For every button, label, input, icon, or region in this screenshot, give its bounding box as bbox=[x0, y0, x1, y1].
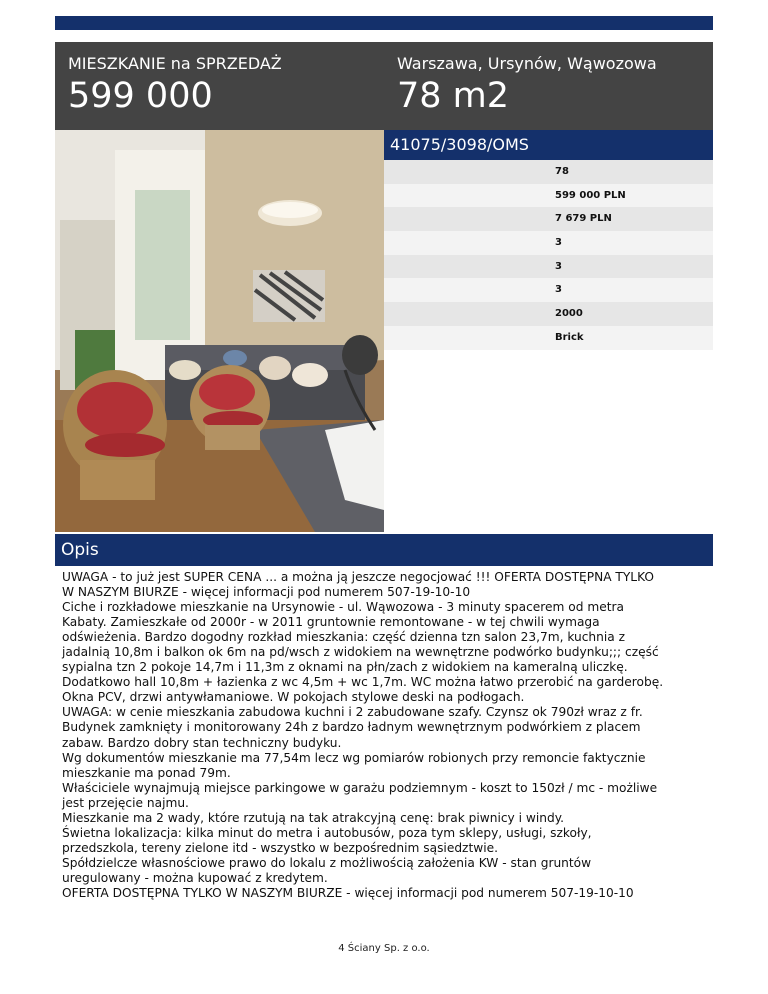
description-line: UWAGA: w cenie mieszkania zabudowa kuchni i 2 zabudowane szafy. Czynsz ok 790zł wraz z fr. bbox=[62, 705, 643, 720]
spec-row: 599 000 PLN bbox=[384, 184, 713, 208]
listing-area: 78 m2 bbox=[397, 76, 510, 116]
listing-type: MIESZKANIE na SPRZEDAŻ bbox=[68, 54, 282, 73]
description-line: Mieszkanie ma 2 wady, które rzutują na tak atrakcyjną cenę: brak piwnicy i windy. bbox=[62, 810, 565, 825]
footer-company: 4 Ściany Sp. z o.o. bbox=[338, 943, 430, 954]
description-line: odświeżenia. Bardzo dogodny rozkład mieszkania: część dzienna tzn salon 23,7m, kuchnia z bbox=[62, 630, 626, 645]
reference-number: 41075/3098/OMS bbox=[384, 130, 713, 160]
header-left bbox=[68, 54, 282, 116]
description-line: jadalnią 10,8m i balkon ok 6m na pd/wsch z widokiem na wewnętrzne podwórko budynku;;; część bbox=[62, 645, 659, 660]
description-line: jest przejęcie najmu. bbox=[62, 795, 189, 810]
spec-row: 3 bbox=[384, 231, 713, 255]
description-line: Wg dokumentów mieszkanie ma 77,54m lecz wg pomiarów robionych przy remoncie faktycznie bbox=[62, 750, 646, 765]
spec-row: 78 bbox=[384, 160, 713, 184]
description-line: Ciche i rozkładowe mieszkanie na Ursynowie - ul. Wąwozowa - 3 minuty spacerem od metra bbox=[62, 600, 624, 615]
description-line: Budynek zamknięty i monitorowany 24h z bardzo ładnym wewnętrznym podwórkiem z placem bbox=[62, 720, 641, 735]
description-heading: Opis bbox=[55, 534, 713, 566]
description-line: uregulowany - można kupować z kredytem. bbox=[62, 870, 328, 885]
description-body bbox=[62, 570, 712, 901]
property-photo bbox=[55, 130, 384, 532]
description-line: Właściciele wynajmują miejsce parkingowe w garażu podziemnym - koszt to 150zł / mc - możliwe bbox=[62, 780, 658, 795]
spec-row: 7 679 PLN bbox=[384, 207, 713, 231]
header-right bbox=[397, 54, 657, 116]
description-line: Spółdzielcze własnościowe prawo do lokalu z możliwością założenia KW - stan gruntów bbox=[62, 855, 592, 870]
description-line: W NASZYM BIURZE - więcej informacji pod numerem 507-19-10-10 bbox=[62, 585, 471, 600]
spec-row: 3 bbox=[384, 255, 713, 279]
description-line: sypialna tzn 2 pokoje 14,7m i 11,3m z oknami na płn/zach z widokiem na kameralną uliczkę. bbox=[62, 660, 628, 675]
description-line: mieszkanie ma ponad 79m. bbox=[62, 765, 231, 780]
listing-price: 599 000 bbox=[68, 76, 213, 116]
description-line: zabaw. Bardzo dobry stan techniczny budyku. bbox=[62, 735, 342, 750]
top-accent-bar bbox=[55, 16, 713, 30]
description-line: Świetna lokalizacja: kilka minut do metra i autobusów, poza tym sklepy, usługi, szkoły, bbox=[62, 825, 592, 840]
spec-table bbox=[384, 160, 713, 350]
description-line: UWAGA - to już jest SUPER CENA ... a można ją jeszcze negocjować !!! OFERTA DOSTĘPNA TYLKO bbox=[62, 570, 655, 584]
listing-header bbox=[55, 42, 713, 130]
spec-row: 2000 bbox=[384, 302, 713, 326]
listing-location: Warszawa, Ursynów, Wąwozowa bbox=[397, 54, 657, 73]
description-line: Kabaty. Zamieszkałe od 2000r - w 2011 gruntownie remontowane - w tej chwili wymaga bbox=[62, 615, 600, 630]
description-line: OFERTA DOSTĘPNA TYLKO W NASZYM BIURZE - więcej informacji pod numerem 507-19-10-10 bbox=[62, 885, 634, 900]
spec-row: 3 bbox=[384, 278, 713, 302]
description-line: Okna PCV, drzwi antywłamaniowe. W pokojach stylowe deski na podłogach. bbox=[62, 690, 525, 705]
description-line: Dodatkowo hall 10,8m + łazienka z wc 4,5m + wc 1,7m. WC można łatwo przerobić na garderobę. bbox=[62, 675, 664, 690]
description-line: przedszkola, tereny zielone itd - wszystko w bezpośrednim sąsiedztwie. bbox=[62, 840, 498, 855]
spec-row: Brick bbox=[384, 326, 713, 350]
